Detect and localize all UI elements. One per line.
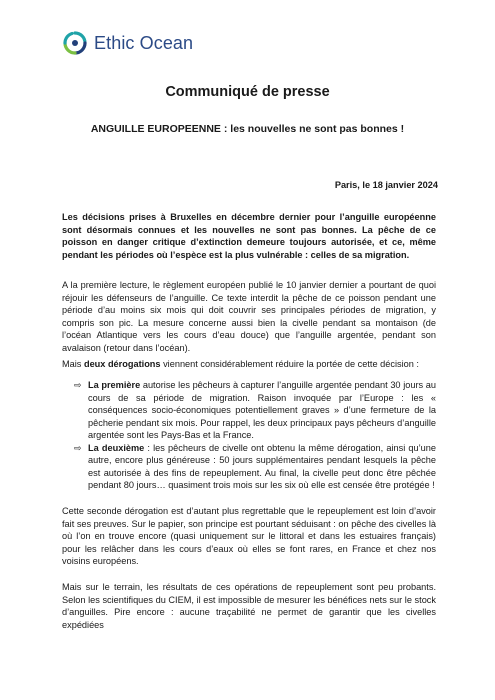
para-prefix: Mais [62,359,84,369]
derogation-list [62,379,436,492]
body-paragraph-1: A la première lecture, le règlement européen publié le 10 janvier dernier a pourtant de quoi réjouir les défenseurs de l’anguille. Ce texte interdit la pêche de ce poisson pendant une période d’au moins six mois qui doit couvrir ses principales périodes de migration, y compris son pic. La mesure concerne aussi bien la civelle pendant sa montaison (de l’océan Atlantique vers les cours d’eau douce) que l’anguille argentée, pendant son avalaison (retour dans l’océan). [62,280,436,353]
ethic-ocean-swirl-logo-icon [62,30,88,56]
list-item-bold: La première [88,380,141,390]
list-item-bold: La deuxième [88,442,145,453]
dateline: Paris, le 18 janvier 2024 [334,180,438,190]
lead-paragraph: Les décisions prises à Bruxelles en décembre dernier pour l’anguille européenne sont désormais connues et les nouvelles ne sont pas bonnes. La pêche de ce poisson en danger critique d’extinction demeure toujours autorisée, et ce, même pendant les périodes où l’espèce est la plus vulnérable : celles de sa migration. [62,212,436,260]
arrow-bullet-icon: ⇨ [74,442,82,453]
brand-name: Ethic Ocean [94,32,194,53]
body-paragraph-3: Cette seconde dérogation est d’autant plus regrettable que le repeuplement est loin d’avoir fait ses preuves. Sur le papier, son principe est pourtant séduisant : on pêche des civelles là où l’on en trouve encore (quasi uniquement sur le littoral et dans les estuaires français) pour les relâcher dans les cours d’eaux où elles se font rares, en France et chez nos voisins européens. [62,506,436,566]
list-item-text: autorise les pêcheurs à capturer l’anguille argentée pendant 30 jours au cours de sa période de migration. Raison invoquée par l’Europe : les « conséquences socio-économiques potentiellement graves » d’une fermeture de la pêcherie pendant six mois. Pour rappel, les deux principaux pays pêcheurs d’anguille argentée sont les Pays-Bas et la France. [88,380,436,440]
brand-logo [62,30,193,56]
para-bold: deux dérogations [83,359,161,369]
list-item-text: : les pêcheurs de civelle ont obtenu la même dérogation, ainsi qu’une autre, encore plus généreuse : 50 jours supplémentaires pendant lesquels la pêche est autorisée à des fins de repeuplement. Au final, la civelle peut donc être pêchée pendant 80 jours… quasiment trois mois sur les six où elle est censée être protégée ! [88,442,436,490]
list-item [62,379,436,442]
body-paragraph-4: Mais sur le terrain, les résultats de ces opérations de repeuplement sont peu probants. Selon les scientifiques du CIEM, il est impossible de mesurer les bénéfices nets sur le stock d’anguilles. Pire encore : aucune traçabilité ne permet de garantir que les civelles expédiées [62,582,436,630]
list-item [62,442,436,492]
page-title: Communiqué de presse [165,84,330,100]
body-paragraph-2 [62,358,436,371]
press-release-headline: ANGUILLE EUROPEENNE : les nouvelles ne sont pas bonnes ! [90,123,405,135]
para-suffix: viennent considérablement réduire la portée de cette décision : [160,359,419,369]
arrow-bullet-icon: ⇨ [74,380,82,390]
